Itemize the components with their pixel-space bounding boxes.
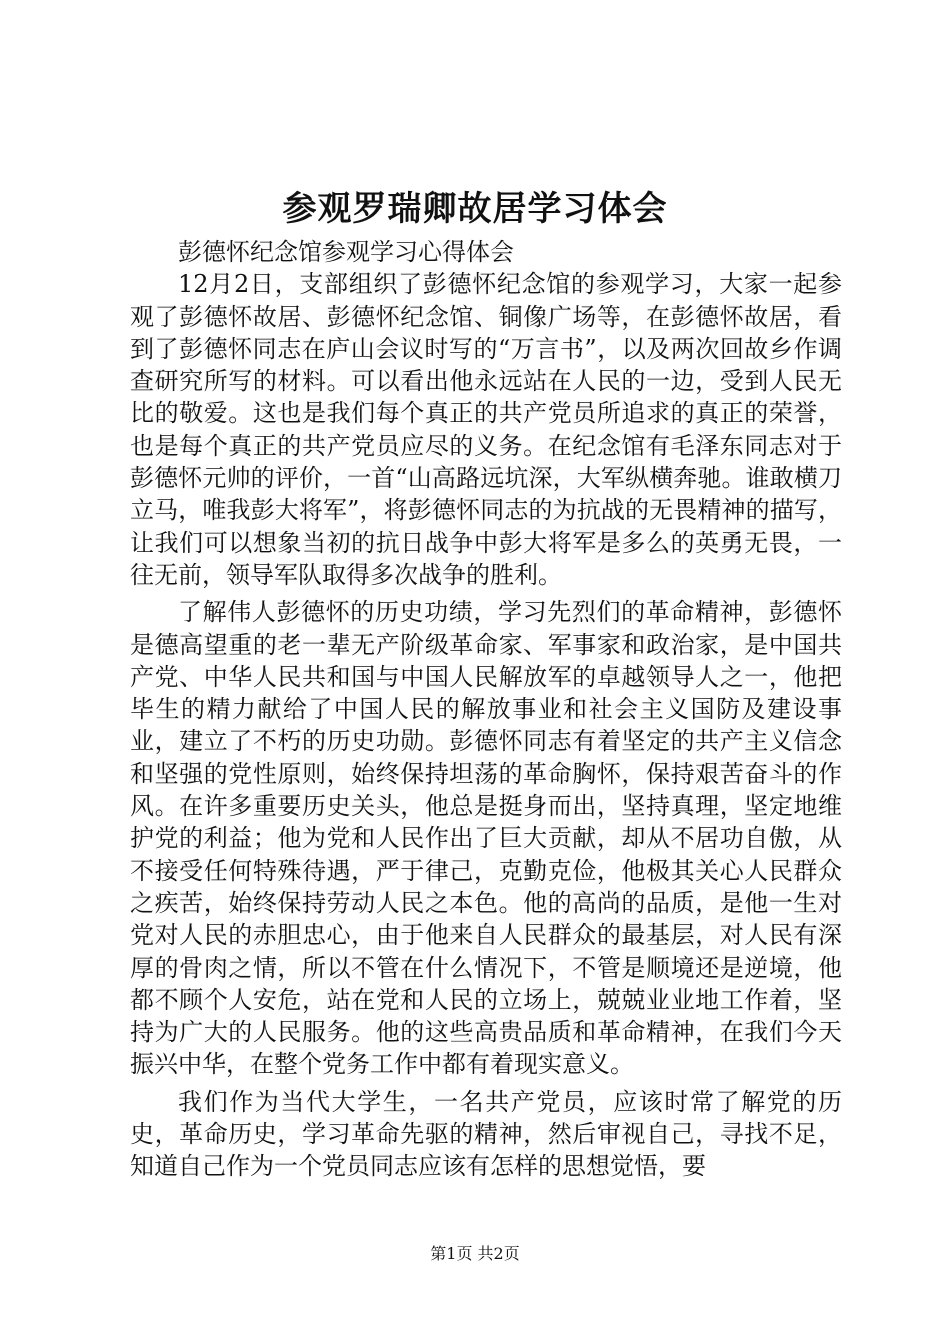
page-number-footer: 第1页 共2页 [430,1244,520,1263]
paragraph-subtitle: 彭德怀纪念馆参观学习心得体会 [178,238,514,266]
paragraph-achievements: 了解伟人彭德怀的历史功绩，学习先烈们的革命精神，彭德怀是德高望重的老一辈无产阶级革命家、军事家和政治家，是中国共产党、中华人民共和国与中国人民解放军的卓越领导人之一，他把毕生的精力献给了中国人民的解放事业和社会主义国防及建设事业，建立了不朽的历史功勋。彭德怀同志有着坚定的共产主义信念和坚强的党性原则，始终保持坦荡的革命胸怀，保持艰苦奋斗的作风。在许多重要历史关头，他总是挺身而出，坚持真理，坚定地维护党的利益；他为党和人民作出了巨大贡献，却从不居功自傲，从不接受任何特殊待遇，严于律己，克勤克俭，他极其关心人民群众之疾苦，始终保持劳动人民之本色。他的高尚的品质，是他一生对党对人民的赤胆忠心，由于他来自人民群众的最基层，对人民有深厚的骨肉之情，所以不管在什么情况下，不管是顺境还是逆境，他都不顾个人安危，站在党和人民的立场上，兢兢业业地工作着，坚持为广大的人民服务。他的这些高贵品质和革命精神，在我们今天振兴中华，在整个党务工作中都有着现实意义。 [130,598,842,1079]
document-body [130,236,842,1183]
page-title: 参观罗瑞卿故居学习体会 [282,189,668,229]
paragraph-visit: 12月2日，支部组织了彭德怀纪念馆的参观学习，大家一起参观了彭德怀故居、彭德怀纪念馆、铜像广场等，在彭德怀故居，看到了彭德怀同志在庐山会议时写的“万言书”，以及两次回故乡作调查研究所写的材料。可以看出他永远站在人民的一边，受到人民无比的敬爱。这也是我们每个真正的共产党员所追求的真正的荣誉，也是每个真正的共产党员应尽的义务。在纪念馆有毛泽东同志对于彭德怀元帅的评价，一首“山高路远坑深，大军纵横奔驰。谁敢横刀立马，唯我彭大将军”，将彭德怀同志的为抗战的无畏精神的描写，让我们可以想象当初的抗日战争中彭大将军是多么的英勇无畏，一往无前，领导军队取得多次战争的胜利。 [130,270,842,589]
paragraph-reflection: 我们作为当代大学生，一名共产党员，应该时常了解党的历史，革命历史，学习革命先驱的精神，然后审视自己，寻找不足，知道自己作为一个党员同志应该有怎样的思想觉悟，要 [130,1087,842,1181]
